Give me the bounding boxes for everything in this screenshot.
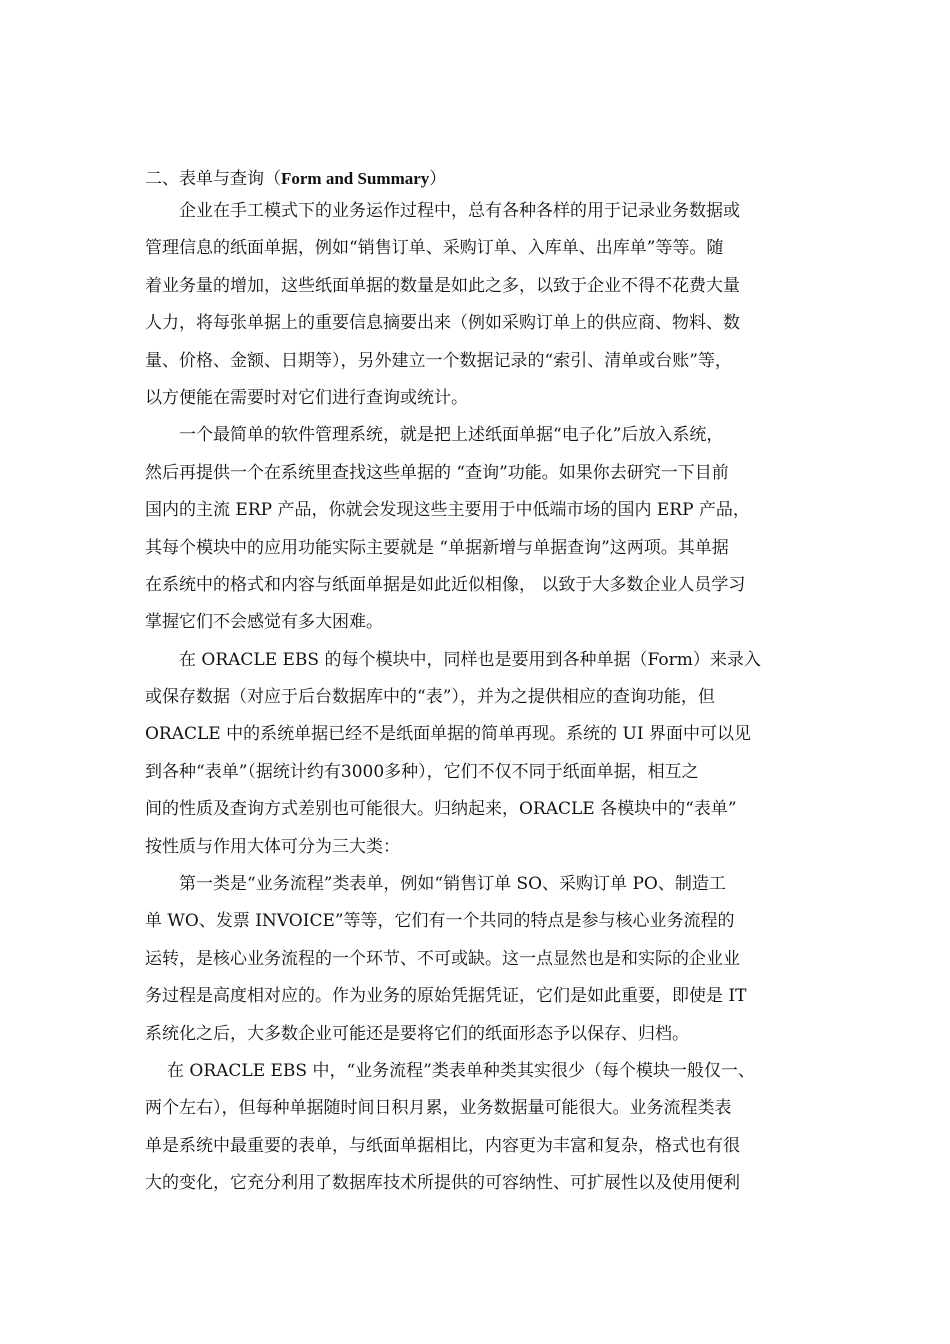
- paragraph-line: 按性质与作用大体可分为三大类：: [145, 836, 400, 857]
- paragraph-line: ORACLE 中的系统单据已经不是纸面单据的简单再现。系统的 UI 界面中可以见: [145, 724, 751, 745]
- paragraph: [145, 642, 810, 866]
- paragraph-line: 在 ORACLE EBS 的每个模块中，同样也是要用到各种单据（Form）来录入: [179, 649, 761, 670]
- paragraph-line: 第一类是“业务流程”类表单，例如“销售订单 SO、采购订单 PO、制造工: [179, 874, 726, 895]
- section-heading-suffix: ）: [429, 169, 447, 189]
- paragraph-line: 间的性质及查询方式差别也可能很大。归纳起来，ORACLE 各模块中的“表单”: [145, 799, 737, 820]
- paragraph-line: 企业在手工模式下的业务运作过程中，总有各种各样的用于记录业务数据或: [179, 201, 740, 221]
- paragraph: [145, 193, 810, 417]
- paragraph-line: 务过程是高度相对应的。作为业务的原始凭据凭证，它们是如此重要，即使是 IT: [145, 986, 747, 1007]
- paragraph-line: 着业务量的增加，这些纸面单据的数量是如此之多，以致于企业不得不花费大量: [145, 275, 740, 296]
- paragraph-line: 两个左右），但每种单据随时间日积月累，业务数据量可能很大。业务流程类表: [145, 1098, 732, 1119]
- paragraph-line: 量、价格、金额、日期等），另外建立一个数据记录的“索引、清单或台账”等，: [145, 350, 732, 371]
- paragraph-line: 掌握它们不会感觉有多大困难。: [145, 612, 383, 633]
- paragraph-line: 以方便能在需要时对它们进行查询或统计。: [145, 387, 468, 408]
- paragraph-line: 在系统中的格式和内容与纸面单据是如此近似相像， 以致于大多数企业人员学习: [145, 574, 746, 595]
- section-heading-latin: Form and Summary: [281, 169, 430, 188]
- section-heading-prefix: 二、表单与查询（: [145, 169, 281, 189]
- paragraph-line: 人力，将每张单据上的重要信息摘要出来（例如采购订单上的供应商、物料、数: [145, 313, 740, 334]
- paragraph-line: 管理信息的纸面单据，例如“销售订单、采购订单、入库单、出库单”等等。随: [145, 238, 724, 259]
- paragraph: [145, 866, 810, 1053]
- paragraph-line: 系统化之后，大多数企业可能还是要将它们的纸面形态予以保存、归档。: [145, 1023, 689, 1044]
- paragraph-line: 国内的主流 ERP 产品，你就会发现这些主要用于中低端市场的国内 ERP 产品，: [145, 500, 750, 521]
- paragraph: [145, 1053, 810, 1203]
- paragraph-line: 运转，是核心业务流程的一个环节、不可或缺。这一点显然也是和实际的企业业: [145, 948, 740, 969]
- paragraph-list: [145, 193, 810, 1203]
- paragraph-line: 其每个模块中的应用功能实际主要就是 “单据新增与单据查询”这两项。其单据: [145, 537, 729, 558]
- paragraph-line: 或保存数据（对应于后台数据库中的“表”），并为之提供相应的查询功能，但: [145, 687, 715, 708]
- paragraph-line: 单 WO、发票 INVOICE”等等，它们有一个共同的特点是参与核心业务流程的: [145, 911, 735, 932]
- document-body: [145, 165, 810, 1203]
- paragraph-line: 在 ORACLE EBS 中，“业务流程”类表单种类其实很少（每个模块一般仅一、: [167, 1060, 755, 1081]
- paragraph-line: 一个最简单的软件管理系统，就是把上述纸面单据“电子化”后放入系统，: [179, 425, 724, 446]
- section-heading: [145, 165, 810, 193]
- paragraph-line: 单是系统中最重要的表单，与纸面单据相比，内容更为丰富和复杂，格式也有很: [145, 1135, 740, 1156]
- paragraph-line: 到各种“表单”（据统计约有3000多种），它们不仅不同于纸面单据，相互之: [145, 761, 699, 782]
- paragraph-line: 大的变化，它充分利用了数据库技术所提供的可容纳性、可扩展性以及使用便利: [145, 1173, 740, 1194]
- paragraph: [145, 417, 810, 641]
- paragraph-line: 然后再提供一个在系统里查找这些单据的 “查询”功能。如果你去研究一下目前: [145, 462, 729, 483]
